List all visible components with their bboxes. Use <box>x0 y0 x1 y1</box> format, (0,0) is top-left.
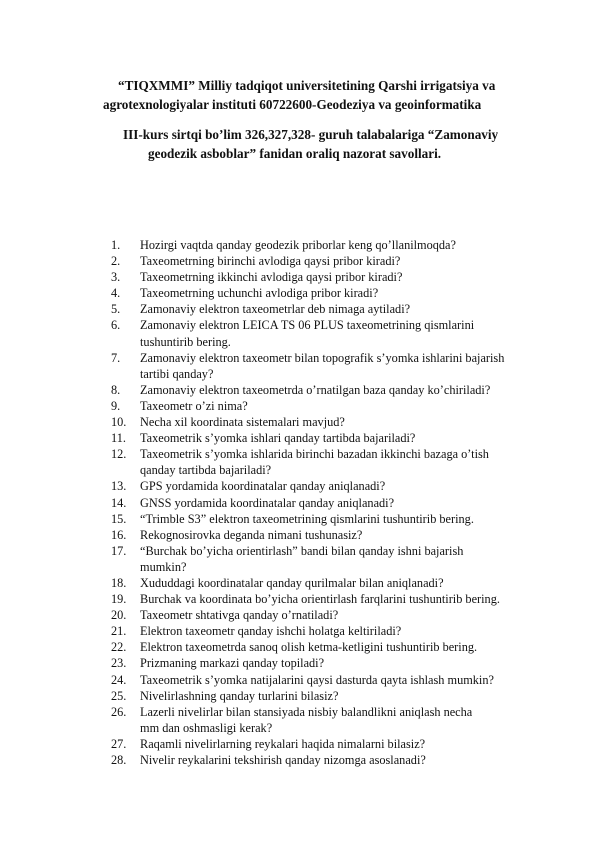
question-text: “Trimble S3” elektron taxeometrining qismlarini tushuntirib bering. <box>140 511 474 526</box>
header-line-4: geodezik asboblar” fanidan oraliq nazorat savollari. <box>148 146 442 161</box>
question-item <box>111 237 581 253</box>
question-number: 18. <box>111 575 127 590</box>
question-item <box>111 253 581 269</box>
question-item <box>111 511 581 527</box>
question-text: Taxeometrning uchunchi avlodiga pribor kiradi? <box>140 286 379 301</box>
question-number: 21. <box>111 624 127 639</box>
question-text: Xududdagi koordinatalar qanday qurilmalar bilan aniqlanadi? <box>140 575 444 590</box>
question-text: Elektron taxeometr qanday ishchi holatga keltiriladi? <box>140 624 402 639</box>
question-number: 27. <box>111 736 127 751</box>
question-item <box>111 672 581 688</box>
question-text: mumkin? <box>140 559 187 574</box>
question-item <box>111 655 581 671</box>
question-text: Taxeometrik s’yomka ishlarida birinchi bazadan ikkinchi bazaga o’tish <box>140 447 489 462</box>
question-number: 22. <box>111 640 127 655</box>
question-item <box>111 623 581 639</box>
question-number: 8. <box>111 382 121 397</box>
question-number: 2. <box>111 254 121 269</box>
question-text: Taxeometr shtativga qanday o’rnatiladi? <box>140 608 339 623</box>
question-text: qanday tartibda bajariladi? <box>140 463 272 478</box>
header-line-2: agrotexnologiyalar instituti 60722600-Geodeziya va geoinformatika <box>103 97 482 112</box>
question-item <box>111 607 581 623</box>
question-number: 6. <box>111 318 121 333</box>
question-text: Hozirgi vaqtda qanday geodezik priborlar keng qo’llanilmoqda? <box>140 238 456 252</box>
header-line-1: “TIQXMMI” Milliy tadqiqot universitetining Qarshi irrigatsiya va <box>118 78 496 93</box>
question-number: 5. <box>111 302 121 317</box>
question-item <box>111 495 581 511</box>
question-number: 14. <box>111 495 127 510</box>
question-text: Taxeometr o’zi nima? <box>140 398 248 413</box>
question-item <box>111 301 581 317</box>
question-number: 28. <box>111 753 127 767</box>
question-number: 1. <box>111 238 121 252</box>
question-list <box>111 237 581 768</box>
question-number: 16. <box>111 527 127 542</box>
question-item <box>111 317 581 349</box>
question-text: Taxeometrik s’yomka ishlari qanday tartibda bajariladi? <box>140 431 416 446</box>
question-item <box>111 269 581 285</box>
question-text: tushuntirib bering. <box>140 334 231 349</box>
question-item <box>111 752 581 768</box>
question-text: Nivelirlashning qanday turlarini bilasiz? <box>140 688 339 703</box>
question-item <box>111 398 581 414</box>
question-text: Nivelir reykalarini tekshirish qanday nizomga asoslanadi? <box>140 753 426 767</box>
question-text: Taxeometrning birinchi avlodiga qaysi pribor kiradi? <box>140 254 401 269</box>
question-text: “Burchak bo’yicha orientirlash” bandi bilan qanday ishni bajarish <box>140 543 464 558</box>
question-item <box>111 688 581 704</box>
question-number: 12. <box>111 447 127 462</box>
question-number: 11. <box>111 431 126 446</box>
question-item <box>111 575 581 591</box>
question-item <box>111 478 581 494</box>
question-text: Prizmaning markazi qanday topiladi? <box>140 656 325 671</box>
question-item <box>111 639 581 655</box>
question-number: 23. <box>111 656 127 671</box>
question-item <box>111 414 581 430</box>
question-item <box>111 350 581 382</box>
question-number: 10. <box>111 415 127 430</box>
question-text: Zamonaviy elektron LEICA TS 06 PLUS taxeometrining qismlarini <box>140 318 475 333</box>
question-item <box>111 527 581 543</box>
question-number: 25. <box>111 688 127 703</box>
question-item <box>111 591 581 607</box>
question-number: 4. <box>111 286 121 301</box>
question-text: Burchak va koordinata bo’yicha orientirlash farqlarini tushuntirib bering. <box>140 592 500 607</box>
question-item <box>111 704 581 736</box>
question-text: Elektron taxeometrda sanoq olish ketma-ketligini tushuntirib bering. <box>140 640 478 655</box>
question-text: Rekognosirovka deganda nimani tushunasiz? <box>140 527 363 542</box>
question-text: GNSS yordamida koordinatalar qanday aniqlanadi? <box>140 495 395 510</box>
question-text: Raqamli nivelirlarning reykalari haqida nimalarni bilasiz? <box>140 736 426 751</box>
question-number: 19. <box>111 592 127 607</box>
question-number: 24. <box>111 672 127 687</box>
question-number: 17. <box>111 543 127 558</box>
question-number: 7. <box>111 350 121 365</box>
header-line-3: III-kurs sirtqi bo’lim 326,327,328- guruh talabalariga “Zamonaviy <box>123 127 499 142</box>
question-text: Taxeometrik s’yomka natijalarini qaysi dasturda qayta ishlash mumkin? <box>140 672 494 687</box>
question-number: 3. <box>111 270 121 285</box>
question-text: Necha xil koordinata sistemalari mavjud? <box>140 415 345 430</box>
question-text: mm dan oshmasligi kerak? <box>140 720 273 735</box>
question-number: 20. <box>111 608 127 623</box>
question-item <box>111 285 581 301</box>
question-text: Zamonaviy elektron taxeometrlar deb nimaga aytiladi? <box>140 302 411 317</box>
question-text: Lazerli nivelirlar bilan stansiyada nisbiy balandlikni aniqlash necha <box>140 704 473 719</box>
question-text: Zamonaviy elektron taxeometr bilan topografik s’yomka ishlarini bajarish <box>140 350 505 365</box>
question-number: 13. <box>111 479 127 494</box>
question-text: tartibi qanday? <box>140 366 214 381</box>
question-number: 9. <box>111 398 121 413</box>
question-item <box>111 382 581 398</box>
question-item <box>111 736 581 752</box>
question-item <box>111 543 581 575</box>
question-item <box>111 446 581 478</box>
question-item <box>111 430 581 446</box>
question-text: Zamonaviy elektron taxeometrda o’rnatilgan baza qanday ko’chiriladi? <box>140 382 491 397</box>
question-text: GPS yordamida koordinatalar qanday aniqlanadi? <box>140 479 386 494</box>
question-number: 26. <box>111 704 127 719</box>
question-text: Taxeometrning ikkinchi avlodiga qaysi pribor kiradi? <box>140 270 403 285</box>
question-number: 15. <box>111 511 127 526</box>
